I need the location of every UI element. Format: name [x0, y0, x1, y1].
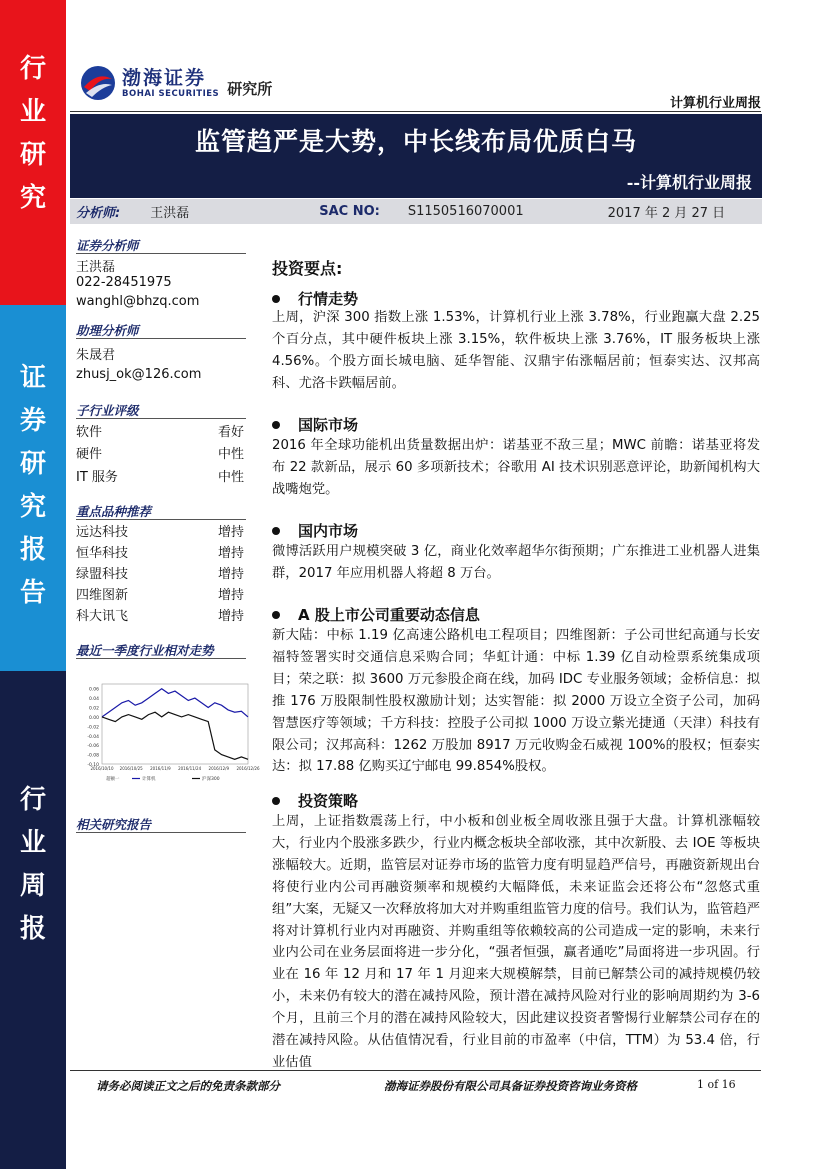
- assistant-name: 朱晟君: [76, 348, 116, 363]
- rating-row: [76, 443, 244, 462]
- rating-value: 中性: [217, 470, 244, 485]
- analyst-name: 王洪磊: [76, 260, 116, 275]
- sac-number: S1150516070001: [407, 204, 524, 219]
- rating-sector: 软件: [76, 425, 103, 440]
- analyst-info-bar: [70, 199, 762, 224]
- rating-value: 中性: [217, 447, 244, 462]
- section-title-a-share-news: A 股上市公司重要动态信息: [272, 604, 480, 625]
- report-type: 计算机行业周报: [669, 96, 761, 111]
- pick-row: [76, 584, 244, 603]
- section-title-domestic: 国内市场: [272, 520, 358, 541]
- y-tick-label: -0.02: [87, 725, 99, 731]
- footer-divider: [70, 1070, 761, 1071]
- sidebar-divider: [76, 832, 246, 833]
- industry-relative-trend-chart: [76, 676, 260, 788]
- pick-name: 恒华科技: [76, 546, 129, 561]
- section-title-investment-strategy: 投资策略: [272, 790, 358, 811]
- y-tick-label: -0.06: [87, 744, 99, 750]
- band-char: 周: [19, 871, 46, 901]
- pick-row: [76, 563, 244, 582]
- band-char: 研: [19, 140, 46, 170]
- analyst-phone: 022-28451975: [76, 275, 172, 290]
- pick-row: [76, 521, 244, 540]
- rating-sector: IT 服务: [76, 470, 118, 485]
- pick-row: [76, 542, 244, 561]
- band-char: 究: [19, 492, 46, 522]
- legend-prefix: 超额一: [106, 777, 120, 782]
- side-band-weekly: [0, 671, 66, 1169]
- series-line-1: [102, 712, 248, 759]
- section-title-market-trend: 行情走势: [272, 288, 358, 309]
- sac-label: SAC NO:: [319, 204, 380, 219]
- x-tick-label: 2016/12/9: [208, 766, 230, 771]
- logo-english-name: BOHAI SECURITIES: [122, 89, 220, 99]
- band-char: 行: [19, 785, 46, 815]
- analyst-name: 王洪磊: [150, 206, 190, 221]
- bullet-icon: [272, 527, 280, 535]
- band-char: 告: [19, 578, 46, 608]
- bullet-icon: [272, 421, 280, 429]
- pick-name: 科大讯飞: [76, 609, 129, 624]
- report-date: 2017 年 2 月 27 日: [607, 206, 726, 221]
- side-band-securities-report: [0, 305, 66, 671]
- band-char: 证: [19, 363, 46, 393]
- section-text-market-trend: 上周，沪深 300 指数上涨 1.53%，计算机行业上涨 3.78%，行业跑赢大盘 2.25 个百分点，其中硬件板块上涨 3.15%，软件板块上涨 3.76%，IT 服务板块上涨 4.56%。个股方面长城电脑、延华智能、汉鼎宇佑涨幅居前；恒泰实达、汉邦高科、尤洛卡跌幅居前。: [272, 310, 760, 391]
- section-text-domestic: 微博活跃用户规模突破 3 亿，商业化效率超华尔街预期；广东推进工业机器人进集群，2017 年应用机器人将超 8 万台。: [272, 544, 760, 581]
- rating-value: 看好: [217, 425, 244, 440]
- footer-disclaimer[interactable]: 请务必阅读正文之后的免责条款部分: [96, 1079, 280, 1093]
- legend-label: 计算机: [142, 777, 156, 782]
- x-tick-label: 2016/11/24: [178, 766, 202, 771]
- sub-industry-rating-heading: 子行业评级: [76, 403, 139, 418]
- pick-name: 绿盟科技: [76, 567, 129, 582]
- rating-sector: 硬件: [76, 447, 103, 462]
- pick-name: 四维图新: [76, 588, 129, 603]
- sidebar-divider: [76, 658, 246, 659]
- assistant-analyst-heading: 助理分析师: [76, 323, 139, 338]
- band-char: 业: [19, 828, 46, 858]
- rating-row: [76, 466, 244, 485]
- band-char: 行: [19, 54, 46, 84]
- section-text-investment-strategy: 上周，上证指数震荡上行，中小板和创业板全周收涨且强于大盘。计算机涨幅较大，行业内个股涨多跌少，行业内概念板块全部收涨，其中次新股、去 IOE 等板块涨幅较大。近期，监管层对证券市场的监管力度有明显趋严信号，再融资新规出台将使行业内公司再融资频率和规模约大幅降低，未来证监会还将公布“忽悠式重组”大案，无疑又一次释放将加大对并购重组监管力度的信号。我们认为，监管趋严将对计算机行业内对再融资、并购重组等依赖较高的公司造成一定的影响，未来行业内公司在业务层面将进一步分化，“强者恒强，赢者通吃”局面将进一步巩固。行业在 16 年 12 月和 17 年 1 月迎来大规模解禁，目前已解禁公司的减持规模仍较小，未来仍有较大的潜在减持风险，预计潜在减持风险对行业的影响周期约为 3-6 个月，且前三个月的潜在减持风险较大，因此建议投资者警惕行业解禁公司存在的潜在减持风险。从估值情况看，行业目前的市盈率（中信，TTM）为 53.4 倍，行业估值: [272, 814, 760, 1070]
- key-picks-heading: 重点品种推荐: [76, 504, 152, 519]
- securities-analyst-heading: 证券分析师: [76, 238, 139, 253]
- investment-highlights-heading: 投资要点:: [272, 259, 343, 278]
- pick-name: 远达科技: [76, 525, 129, 540]
- pick-rating: 增持: [217, 609, 244, 624]
- band-char: 报: [19, 535, 46, 565]
- sidebar-divider: [76, 338, 246, 339]
- sidebar-divider: [76, 519, 246, 520]
- sidebar-divider: [76, 253, 246, 254]
- sidebar-divider: [76, 418, 246, 419]
- industry-trend-heading: 最近一季度行业相对走势: [76, 643, 214, 658]
- analyst-email[interactable]: wanghl@bhzq.com: [76, 294, 200, 309]
- rating-row: [76, 421, 244, 440]
- report-subtitle: --计算机行业周报: [626, 173, 752, 192]
- title-banner: [70, 114, 762, 198]
- header-divider: [70, 111, 761, 112]
- x-tick-label: 2016/11/9: [150, 766, 171, 771]
- institute-name: 研究所: [227, 79, 273, 98]
- x-tick-label: 2016/10/25: [119, 766, 143, 771]
- band-char: 研: [19, 449, 46, 479]
- legend-label: 沪深300: [202, 777, 220, 782]
- y-tick-label: -0.10: [87, 763, 99, 768]
- series-line-0: [102, 689, 248, 717]
- y-tick-label: 0.00: [88, 715, 99, 721]
- bullet-icon: [272, 797, 280, 805]
- related-reports-heading: 相关研究报告: [76, 817, 152, 832]
- bohai-logo-icon: [78, 63, 118, 103]
- page-number: 1 of 16: [697, 1078, 736, 1091]
- analyst-label: 分析师:: [76, 206, 121, 221]
- pick-rating: 增持: [217, 525, 244, 540]
- band-char: 报: [19, 914, 46, 944]
- footer-company: 渤海证券股份有限公司具备证券投资咨询业务资格: [384, 1079, 637, 1093]
- side-band-industry-research: [0, 0, 66, 305]
- chart-plot-area: [102, 684, 248, 764]
- brand-logo: [78, 60, 272, 106]
- y-tick-label: 0.02: [88, 706, 99, 712]
- bullet-icon: [272, 295, 280, 303]
- logo-chinese-name: 渤海证券: [122, 67, 207, 89]
- band-char: 业: [19, 97, 46, 127]
- y-tick-label: -0.04: [87, 734, 99, 740]
- pick-row: [76, 605, 244, 624]
- x-tick-label: 2016/10/10: [90, 766, 114, 771]
- band-char: 券: [19, 406, 46, 436]
- x-tick-label: 2016/12/26: [236, 766, 260, 771]
- y-tick-label: 0.04: [88, 697, 99, 703]
- band-char: 究: [19, 183, 46, 213]
- pick-rating: 增持: [217, 546, 244, 561]
- assistant-email[interactable]: zhusj_ok@126.com: [76, 367, 202, 382]
- y-tick-label: -0.08: [87, 753, 99, 759]
- pick-rating: 增持: [217, 588, 244, 603]
- bullet-icon: [272, 611, 280, 619]
- pick-rating: 增持: [217, 567, 244, 582]
- y-tick-label: 0.06: [88, 687, 99, 693]
- section-text-international: 2016 年全球功能机出货量数据出炉：诺基亚不敌三星；MWC 前瞻：诺基亚将发布 22 款新品，展示 60 多项新技术；谷歌用 AI 技术识别恶意评论，助新闻机构大战嘴炮党。: [272, 438, 760, 497]
- report-title: 监管趋严是大势，中长线布局优质白马: [194, 127, 637, 156]
- section-text-a-share-news: 新大陆：中标 1.19 亿高速公路机电工程项目；四维图新：子公司世纪高通与长安福特签署实时交通信息采购合同；华虹计通：中标 1.39 亿自动检票系统集成项目；荣之联：拟 3600 万元参股企商在线，加码 IDC 专业服务领域；金桥信息：拟推 176 万股限制性股权激励计划；达实智能：拟 2000 万设立全资子公司，加码智慧医疗等领域；千方科技：控股子公司拟 1000 万设立紫光捷通（天津）科技有限公司；汉邦高科：1262 万股加 8917 万元收购金石威视 100%的股权；恒泰实达：拟 17.88 亿购买辽宁邮电 99.854%股权。: [272, 628, 760, 775]
- section-title-international: 国际市场: [272, 414, 358, 435]
